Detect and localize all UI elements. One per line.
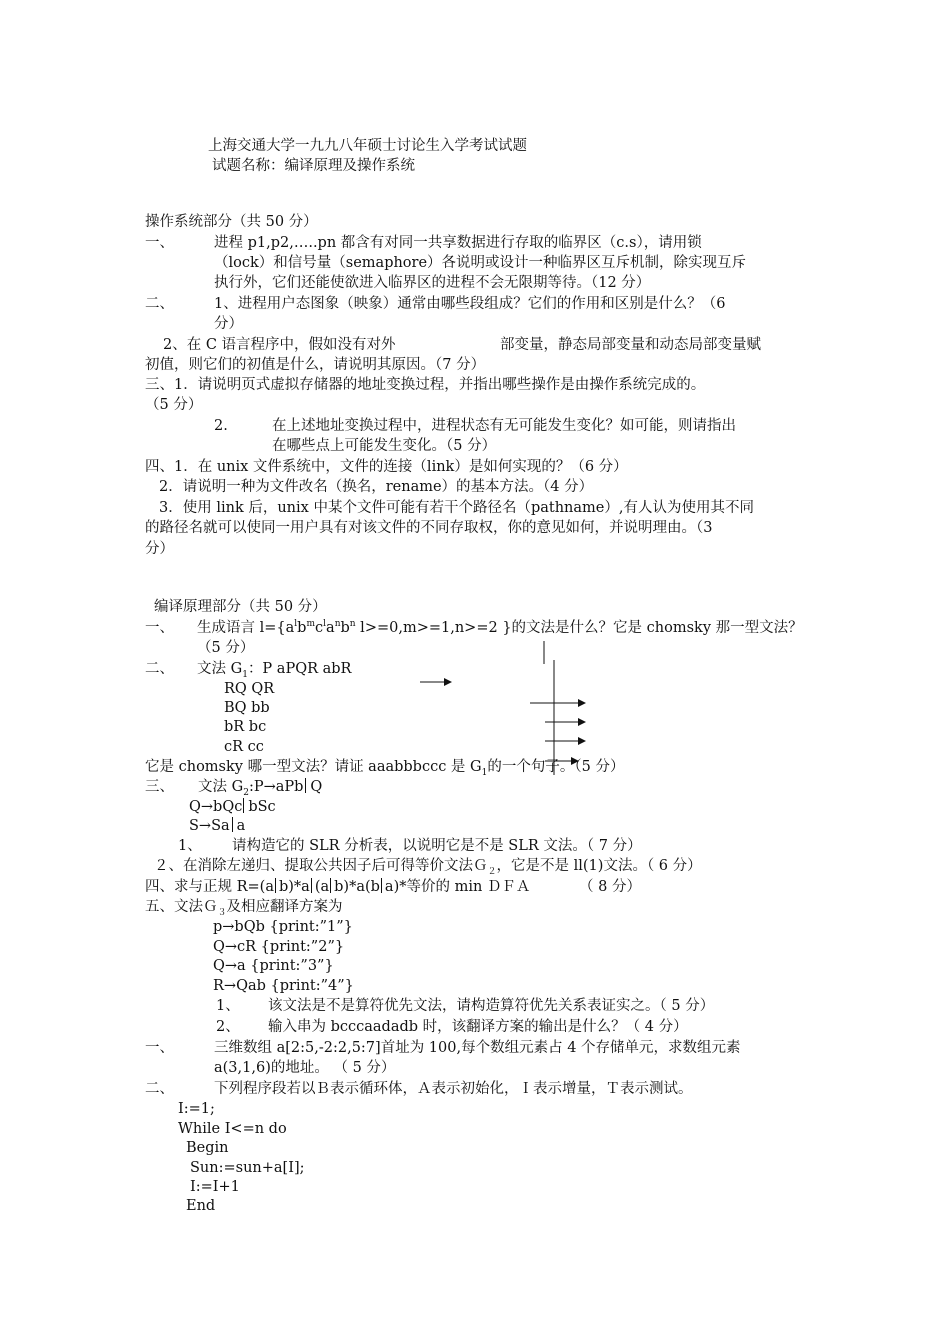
os-q2-number: 二、 [145, 296, 174, 312]
os-q1-line2: （lock）和信号量（semaphore）各说明或设计一种临界区互斥机制，除实现互斥 [214, 255, 747, 271]
compiler-q1-line1: 生成语言 $l=\{a^lb^mc^la^nb^n$ l>=0,m>=1,n>=2 }的文法是什么？它是 chomsky 那一型文法？ [197, 619, 803, 636]
compiler-q6-number: 一、 [145, 1040, 174, 1056]
os-q2-1-line2: 分） [214, 316, 243, 332]
os-q3-2-line1: 在上述地址变换过程中，进程状态有无可能发生变化？如可能，则请指出 [272, 418, 736, 434]
compiler-q5-rule3: Q→a {print:”3”} [213, 958, 334, 974]
os-q1-number: 一、 [145, 235, 174, 251]
os-q4-2: 2．请说明一种为文件改名（换名，rename）的基本方法。（4 分） [159, 479, 594, 495]
os-q3-2-line2: 在哪些点上可能发生变化。（5 分） [272, 438, 497, 454]
os-q4-3-line1: 3．使用 link 后，unix 中某个文件可能有若干个路径名（pathname）,有人认为使用其不同 [159, 500, 754, 516]
compiler-q1-line2: （5 分） [197, 640, 255, 656]
code-line: I:=1; [178, 1101, 215, 1117]
compiler-q5-heading: 五、文法Ｇ$_3$及相应翻译方案为 [145, 899, 343, 918]
compiler-q2-rule4: cR cc [224, 739, 264, 755]
os-q4-3-line3: 分） [145, 541, 174, 557]
compiler-q5-1: 该文法是不是算符优先文法，请构造算符优先关系表证实之。（ 5 分） [268, 998, 715, 1014]
os-q2-2-line2: 初值，则它们的初值是什么，请说明其原因。（7 分） [145, 357, 486, 373]
compiler-q3-2: ２、在消除左递归、提取公共因子后可得等价文法Ｇ$_2$，它是不是 ll(1)文法。（ 6 分） [154, 858, 702, 877]
exam-subject: 试题名称：编译原理及操作系统 [212, 158, 415, 174]
code-line: While I<=n do [178, 1121, 287, 1137]
compiler-q5-2-number: 2、 [216, 1019, 240, 1035]
compiler-q3-1: 请构造它的 SLR 分析表，以说明它是不是 SLR 文法。（ 7 分） [232, 838, 642, 854]
code-line: End [186, 1198, 216, 1214]
compiler-q2-rule3: bR bc [224, 719, 267, 735]
os-q2-2-line1a: 2、在 C 语言程序中，假如没有对外 [163, 337, 396, 353]
compiler-q5-rule4: R→Qab {print:”4”} [213, 978, 354, 994]
compiler-q5-rule2: Q→cR {print:”2”} [213, 939, 345, 955]
exam-title: 上海交通大学一九九八年硕士讨论生入学考试试题 [208, 138, 527, 154]
os-q3-1-line2: （5 分） [145, 397, 203, 413]
compiler-q6-line2: a(3,1,6)的地址。 （ 5 分） [214, 1060, 396, 1076]
compiler-q3-1-number: 1、 [178, 838, 202, 854]
compiler-q3-rule2: S→Sa a [189, 818, 246, 834]
compiler-q7-line1: 下列程序段若以Ｂ表示循环体，Ａ表示初始化，Ｉ表示增量，Ｔ表示测试。 [214, 1081, 693, 1097]
os-q3-2-number: 2. [214, 418, 228, 434]
os-q4-3-line2: 的路径名就可以使同一用户具有对该文件的不同存取权，你的意见如何，并说明理由。（3 [145, 520, 713, 536]
compiler-q3-rule1: Q→bQc bSc [189, 799, 276, 815]
compiler-q2-rule2: BQ bb [224, 700, 270, 716]
code-line: I:=I+1 [190, 1179, 240, 1195]
compiler-q7-number: 二、 [145, 1081, 174, 1097]
compiler-q5-rule1: p→bQb {print:”1”} [213, 919, 353, 935]
os-q2-2-line1b: 部变量，静态局部变量和动态局部变量赋 [500, 337, 761, 353]
compiler-q5-1-number: 1、 [216, 998, 240, 1014]
compiler-q4: 四、求与正规 R=(a b)*a (a b)*a(b a)*等价的 min ＤＦＡ [145, 879, 531, 895]
code-line: Sun:=sun+a[I]; [190, 1160, 305, 1176]
os-q1-line3: 执行外，它们还能使欲进入临界区的进程不会无限期等待。（12 分） [214, 275, 651, 291]
code-line: Begin [186, 1140, 229, 1156]
compiler-q6-line1: 三维数组 a[2:5,-2:2,5:7]首址为 100,每个数组元素占 4 个存储单元，求数组元素 [214, 1040, 741, 1056]
compiler-q3-grammar: 文法 $G_2:P\to aPb$ Q [198, 779, 323, 798]
os-section-heading: 操作系统部分（共 50 分） [145, 214, 318, 230]
compiler-q2-grammar: 文法 $G_1$：P aPQR abR [197, 661, 352, 680]
compiler-q1-number: 一、 [145, 620, 174, 636]
os-q4-1: 四、1．在 unix 文件系统中，文件的连接（link）是如何实现的？（6 分） [145, 459, 628, 475]
compiler-q5-2: 输入串为 bcccaadadb 时，该翻译方案的输出是什么？（ 4 分） [268, 1019, 688, 1035]
compiler-q3-number: 三、 [145, 779, 174, 795]
compiler-q4-score: （ 8 分） [579, 879, 641, 895]
compiler-q2-number: 二、 [145, 661, 174, 677]
compiler-section-heading: 编译原理部分（共 50 分） [154, 599, 327, 615]
os-q3-1-line1: 三、1．请说明页式虚拟存储器的地址变换过程，并指出哪些操作是由操作系统完成的。 [145, 377, 706, 393]
compiler-q2-question: 它是 chomsky 哪一型文法？请证 aaabbbccc 是 $G_1$的一个句子。（5 分） [145, 759, 625, 778]
os-q2-1-line1: 1、进程用户态图象（映象）通常由哪些段组成？它们的作用和区别是什么？（6 [214, 296, 726, 312]
compiler-q2-rule1: RQ QR [224, 681, 275, 697]
os-q1-line1: 进程 p1,p2,…..pn 都含有对同一共享数据进行存取的临界区（c.s），请用锁 [214, 235, 702, 251]
